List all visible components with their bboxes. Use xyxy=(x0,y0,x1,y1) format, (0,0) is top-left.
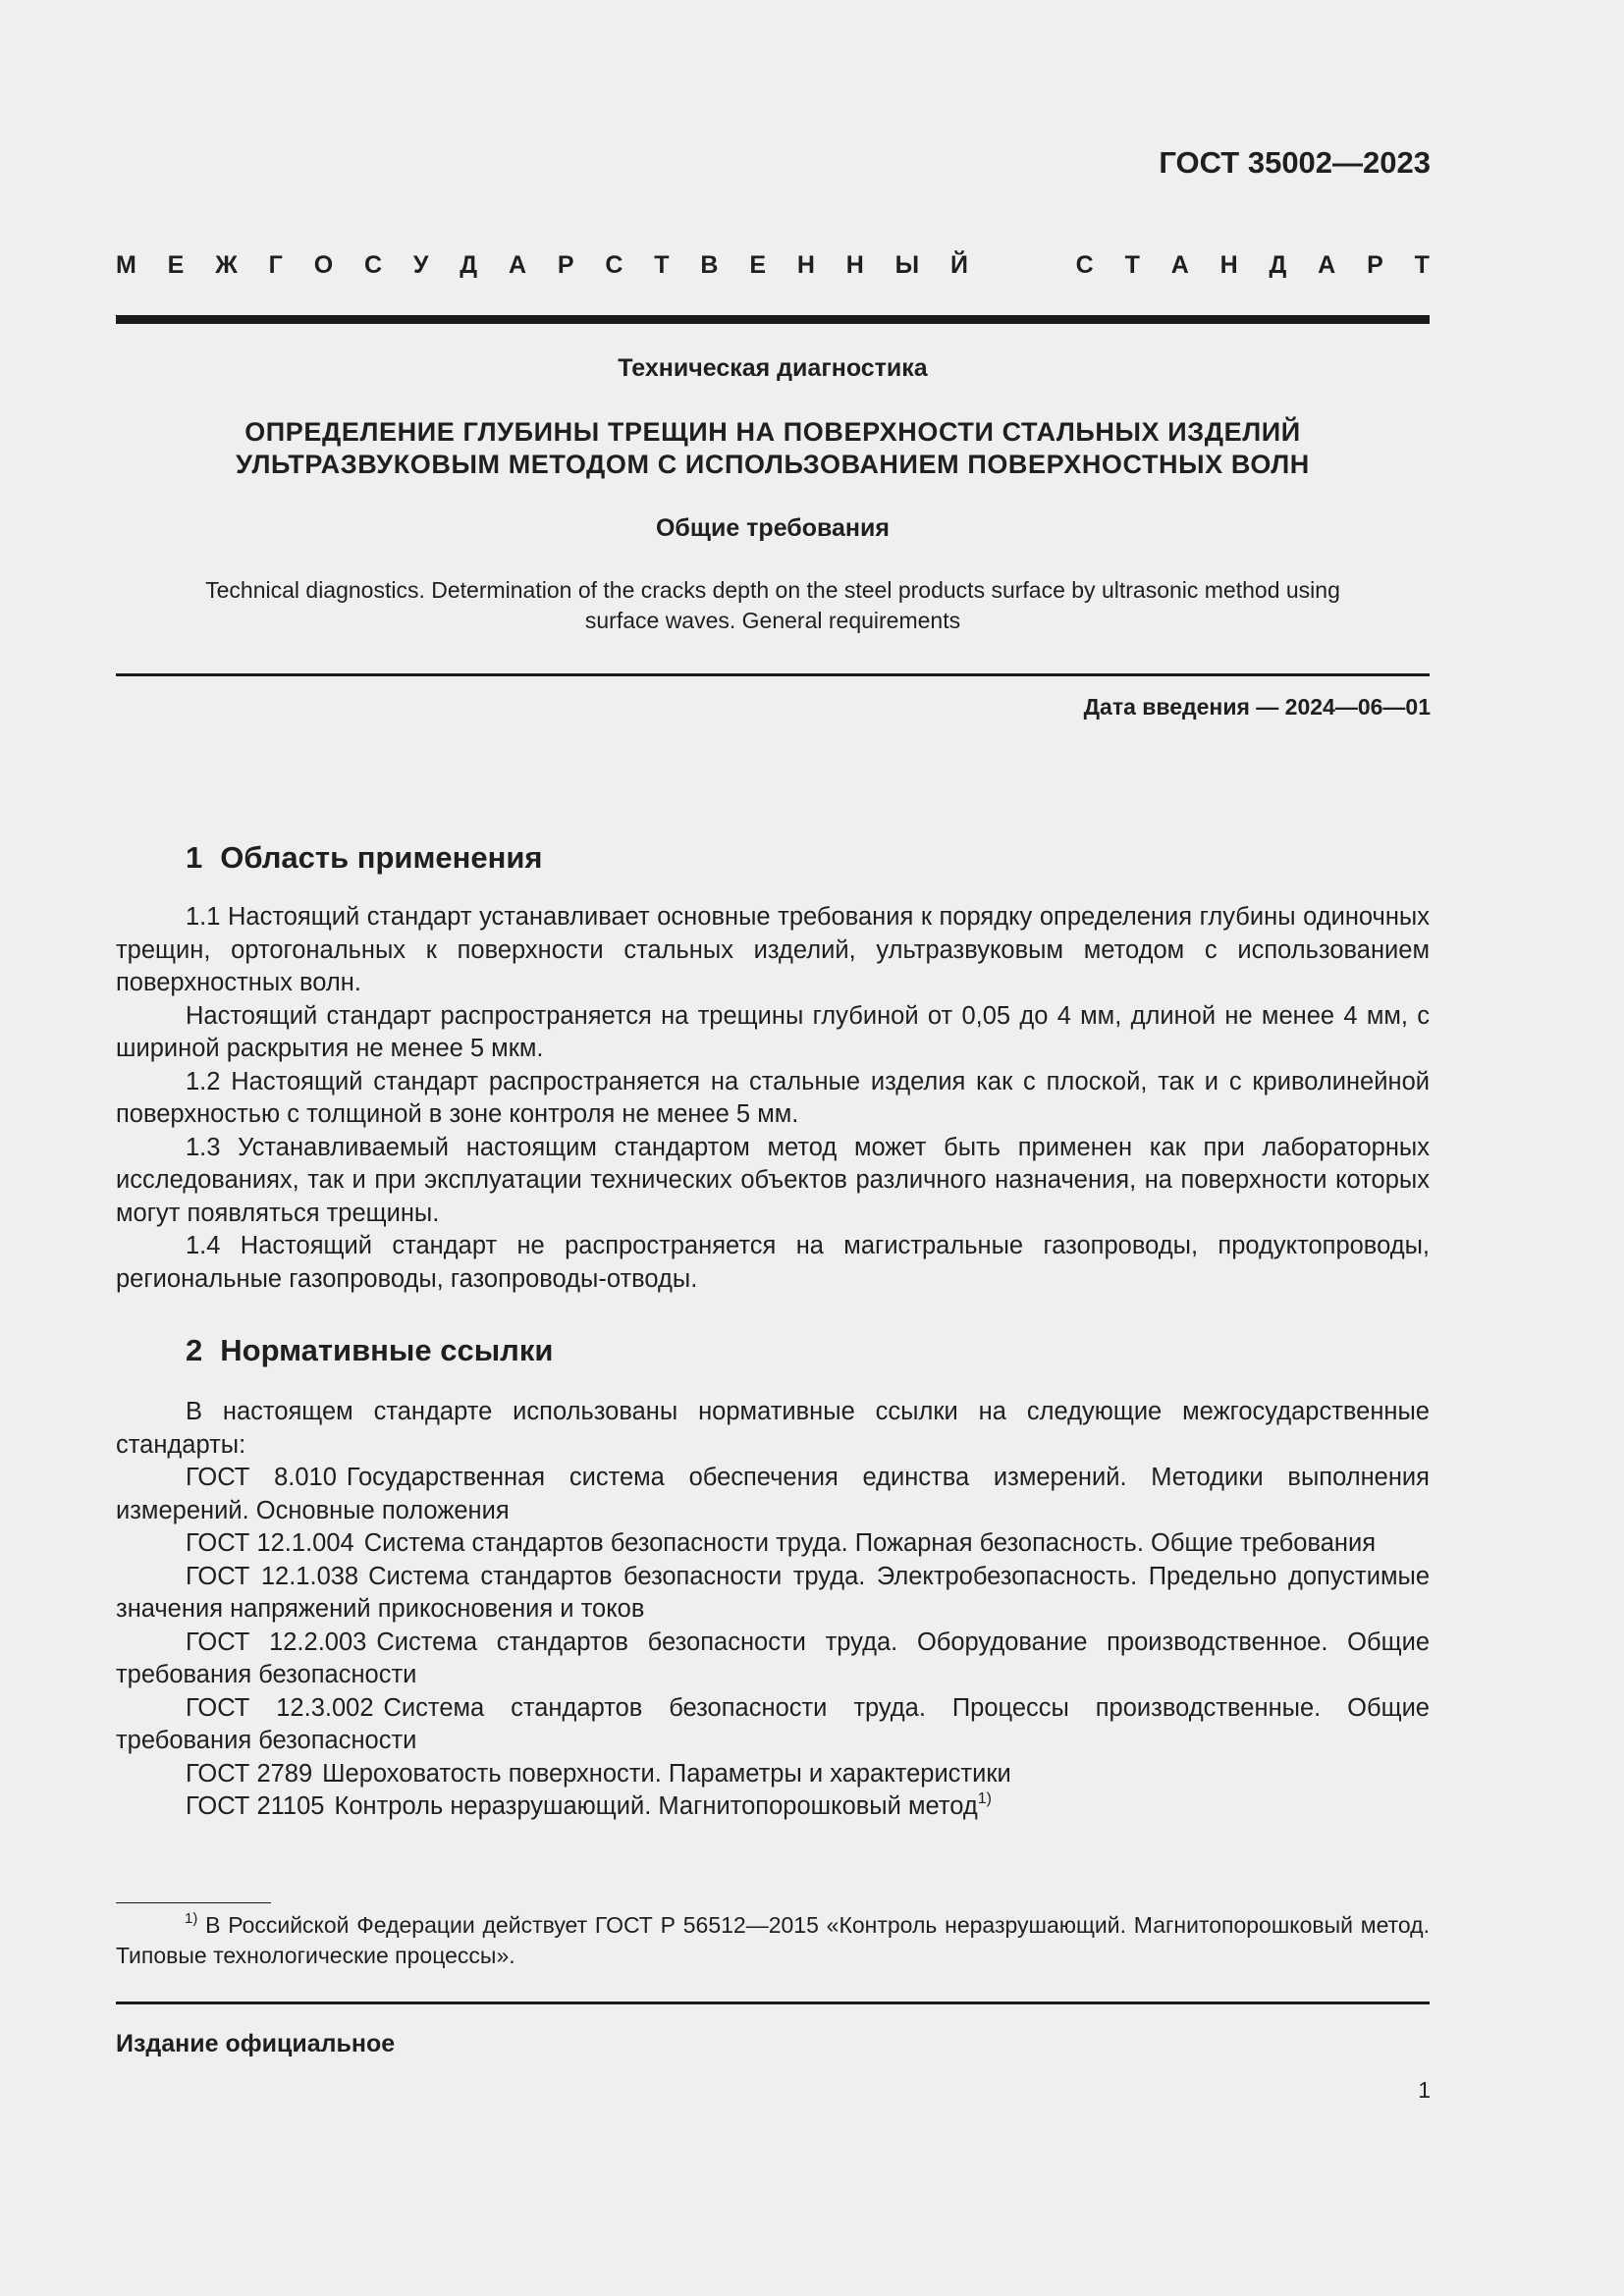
footnote-text: В Российской Федерации действует ГОСТ Р 56512—2015 «Контроль неразрушающий. Магнитопорошковый метод. Типовые технологические процессы». xyxy=(116,1912,1430,1968)
letter: Т xyxy=(1414,251,1430,279)
reference-item xyxy=(116,1692,1430,1758)
letter: С xyxy=(605,251,623,279)
reference-item xyxy=(116,1758,1430,1791)
title-divider xyxy=(116,673,1430,676)
reference-title: Система стандартов безопасности труда. Электробезопасность. Предельно допустимые значения напряжений прикосновения и токов xyxy=(116,1562,1431,1623)
letter: А xyxy=(1318,251,1336,279)
letter: Й xyxy=(950,251,968,279)
reference-item xyxy=(116,1527,1430,1561)
letter: М xyxy=(116,251,136,279)
section-1-heading xyxy=(186,840,543,876)
letter: С xyxy=(1075,251,1094,279)
paragraph: 1.1 Настоящий стандарт устанавливает основные требования к порядку определения глубины одиночных трещин, ортогональных к поверхности стальных изделий, ультразвуковым методом с использованием поверхностных волн. xyxy=(116,903,1430,996)
letter: В xyxy=(700,251,719,279)
section-2-body xyxy=(116,1396,1430,1824)
header-divider xyxy=(116,315,1430,324)
footer-divider xyxy=(116,2002,1430,2004)
english-title-line-2: surface waves. General requirements xyxy=(584,608,961,633)
reference-item xyxy=(116,1790,1430,1824)
main-title-line-1: ОПРЕДЕЛЕНИЕ ГЛУБИНЫ ТРЕЩИН НА ПОВЕРХНОСТИ СТАЛЬНЫХ ИЗДЕЛИЙ xyxy=(244,417,1301,447)
reference-title: Шероховатость поверхности. Параметры и характеристики xyxy=(322,1759,1011,1788)
document-code: ГОСТ 35002—2023 xyxy=(1159,145,1431,180)
reference-title: Контроль неразрушающий. Магнитопорошковый метод xyxy=(334,1792,978,1820)
letter: Р xyxy=(557,251,574,279)
letter: Е xyxy=(167,251,185,279)
letter: А xyxy=(508,251,527,279)
edition-label: Издание официальное xyxy=(116,2030,396,2057)
reference-title: Система стандартов безопасности труда. Процессы производственные. Общие требования безопасности xyxy=(116,1693,1430,1754)
reference-title: Система стандартов безопасности труда. Пожарная безопасность. Общие требования xyxy=(363,1529,1377,1557)
section-1-title: Область применения xyxy=(220,840,543,875)
letter: Р xyxy=(1367,251,1383,279)
letter: Т xyxy=(654,251,670,279)
reference-code: ГОСТ 12.3.002 xyxy=(186,1693,374,1722)
letter: Н xyxy=(796,251,815,279)
paragraph: 1.3 Устанавливаемый настоящим стандартом метод может быть применен как при лабораторных исследованиях, так и при эксплуатации технических объектов различного назначения, на поверхности которых могут появляться трещины. xyxy=(116,1133,1430,1227)
paragraph: Настоящий стандарт распространяется на трещины глубиной от 0,05 до 4 мм, длиной не менее 4 мм, с шириной раскрытия не менее 5 мкм. xyxy=(116,1001,1430,1062)
footnote-reference-mark[interactable]: 1) xyxy=(977,1790,992,1807)
reference-code: ГОСТ 21105 xyxy=(186,1792,325,1820)
letter: С xyxy=(363,251,383,279)
letter: Е xyxy=(749,251,767,279)
main-title xyxy=(116,416,1430,481)
reference-item xyxy=(116,1627,1430,1692)
letter: О xyxy=(313,251,334,279)
footnote-divider xyxy=(116,1902,271,1903)
letter: У xyxy=(412,251,429,279)
footnote xyxy=(116,1910,1430,1971)
main-title-line-2: УЛЬТРАЗВУКОВЫМ МЕТОДОМ С ИСПОЛЬЗОВАНИЕМ ПОВЕРХНОСТНЫХ ВОЛН xyxy=(236,450,1310,479)
introduction-date: Дата введения — 2024—06—01 xyxy=(1083,694,1431,720)
section-2-number: 2 xyxy=(186,1333,203,1367)
reference-code: ГОСТ 12.1.004 xyxy=(186,1529,354,1557)
page-number: 1 xyxy=(1418,2077,1431,2103)
references-intro: В настоящем стандарте использованы нормативные ссылки на следующие межгосударственные стандарты: xyxy=(116,1398,1430,1459)
letter: А xyxy=(1170,251,1189,279)
reference-code: ГОСТ 12.1.038 xyxy=(186,1562,359,1590)
category-title: Техническая диагностика xyxy=(618,354,928,382)
standard-type xyxy=(116,251,1430,280)
section-1-number: 1 xyxy=(186,840,203,875)
reference-code: ГОСТ 12.2.003 xyxy=(186,1628,367,1656)
english-title xyxy=(128,575,1418,636)
english-title-line-1: Technical diagnostics. Determination of the cracks depth on the steel products surface by ultrasonic method using xyxy=(205,577,1340,603)
reference-code: ГОСТ 2789 xyxy=(186,1759,313,1788)
section-1-body xyxy=(116,901,1430,1296)
subtitle: Общие требования xyxy=(655,514,890,542)
letter: Н xyxy=(1219,251,1238,279)
section-2-title: Нормативные ссылки xyxy=(220,1333,554,1367)
reference-title: Государственная система обеспечения единства измерений. Методики выполнения измерений. Основные положения xyxy=(116,1464,1430,1524)
letter: Н xyxy=(845,251,864,279)
paragraph: 1.4 Настоящий стандарт не распространяется на магистральные газопроводы, продуктопроводы, региональные газопроводы, газопроводы-отводы. xyxy=(116,1232,1430,1293)
letter: Ы xyxy=(894,251,920,279)
section-2-heading xyxy=(186,1333,553,1368)
paragraph: 1.2 Настоящий стандарт распространяется на стальные изделия как с плоской, так и с криволинейной поверхностью с толщиной в зоне контроля не менее 5 мм. xyxy=(116,1067,1430,1128)
reference-title: Система стандартов безопасности труда. Оборудование производственное. Общие требования безопасности xyxy=(116,1628,1430,1688)
letter: Д xyxy=(460,251,478,279)
letter: Г xyxy=(268,251,283,279)
letter: Ж xyxy=(215,251,238,279)
reference-item xyxy=(116,1462,1430,1527)
footnote-mark: 1) xyxy=(185,1910,198,1927)
letter: Т xyxy=(1124,251,1140,279)
reference-code: ГОСТ 8.010 xyxy=(186,1464,337,1491)
reference-item xyxy=(116,1561,1430,1627)
letter: Д xyxy=(1269,251,1287,279)
